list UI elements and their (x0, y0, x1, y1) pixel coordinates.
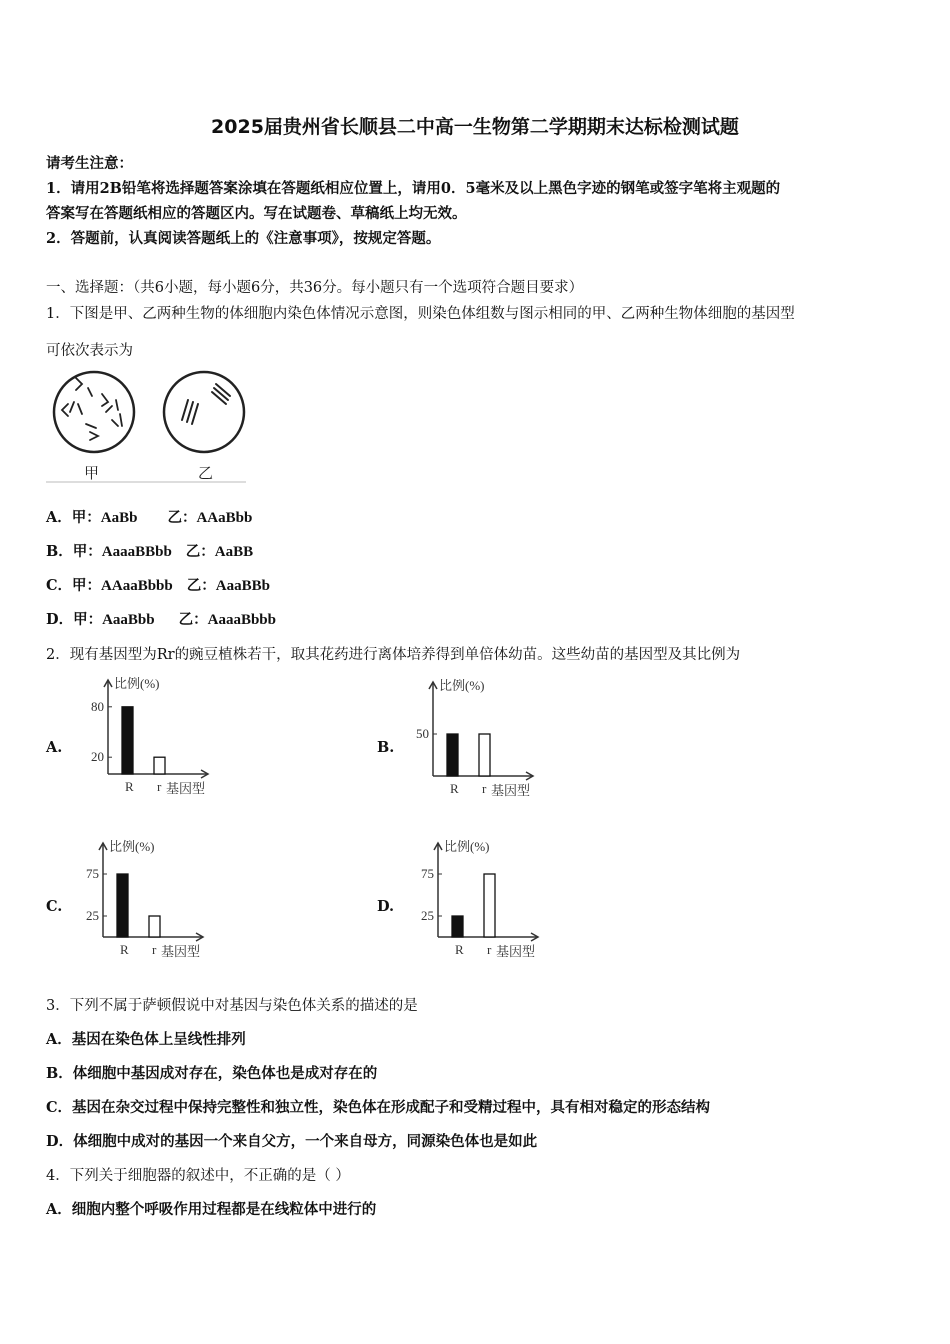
q3-option-d: D．体细胞中成对的基因一个来自父方，一个来自母方，同源染色体也是如此 (46, 1133, 538, 1150)
bar-r (149, 916, 160, 937)
q1-option-b: B．甲：AaaaBBbb 乙：AaBB (46, 543, 254, 560)
q1-stem-line-1: 1．下图是甲、乙两种生物的体细胞内染色体情况示意图，则染色体组数与图示相同的甲、乙两种生物体细胞的基因型 (46, 306, 795, 322)
y-tick-label: 80 (91, 698, 104, 714)
cell-yi (164, 372, 244, 482)
y-axis-label: 比例(%) (109, 839, 155, 854)
cell-jia (54, 372, 134, 482)
y-tick-label: 25 (421, 908, 434, 923)
chromosome-figure (46, 366, 256, 486)
y-axis-label: 比例(%) (439, 678, 485, 693)
q4-stem: 4．下列关于细胞器的叙述中，不正确的是（ ） (46, 1168, 350, 1184)
genotype-chart-a (80, 670, 240, 805)
q2-stem: 2．现有基因型为Rr的豌豆植株若干，取其花药进行离体培养得到单倍体幼苗。这些幼苗的基因型及其比例为 (46, 647, 741, 663)
q4-option-a: A．细胞内整个呼吸作用过程都是在线粒体中进行的 (46, 1201, 377, 1218)
bar-r (479, 734, 490, 776)
y-tick-label: 75 (421, 866, 434, 881)
notice-line-1: 1．请用2B铅笔将选择题答案涂填在答题纸相应位置上，请用0．5毫米及以上黑色字迹的钢笔或签字笔将主观题的 (46, 180, 781, 197)
q1-option-c: C．甲：AAaaBbbb 乙：AaaBBb (46, 577, 270, 594)
x-axis-label: 基因型 (491, 783, 531, 798)
y-tick-label: 50 (416, 726, 429, 741)
x-category-label: r (157, 779, 162, 794)
x-category-label: r (482, 781, 487, 796)
notice-line-2: 答案写在答题纸相应的答题区内。写在试题卷、草稿纸上均无效。 (46, 205, 467, 222)
bar-R (447, 734, 458, 776)
x-category-label: r (487, 942, 492, 957)
notice-heading: 请考生注意： (46, 155, 133, 172)
q2-chart-b-key: B. (377, 739, 395, 756)
bar-r (484, 874, 495, 937)
q1-option-d: D．甲：AaaBbb 乙：AaaaBbbb (46, 611, 276, 628)
q3-option-b: B．体细胞中基因成对存在，染色体也是成对存在的 (46, 1065, 378, 1082)
y-tick-label: 20 (91, 749, 104, 765)
bar-r (154, 757, 165, 774)
x-category-label: r (152, 942, 157, 957)
q3-option-a: A．基因在染色体上呈线性排列 (46, 1031, 246, 1048)
cell-yi-label: 乙 (198, 466, 214, 482)
q2-chart-c-key: C. (46, 898, 63, 915)
page-title: 2025届贵州省长顺县二中高一生物第二学期期末达标检测试题 (211, 116, 739, 138)
x-category-label: R (450, 781, 459, 796)
notice-line-3: 2．答题前，认真阅读答题纸上的《注意事项》，按规定答题。 (46, 230, 441, 247)
y-tick-label: 75 (86, 866, 99, 881)
x-axis-label: 基因型 (161, 944, 201, 959)
cell-jia-label: 甲 (84, 466, 100, 482)
x-category-label: R (455, 942, 464, 957)
y-axis-label: 比例(%) (444, 839, 490, 854)
q2-chart-a-key: A. (46, 739, 63, 756)
q2-chart-d-key: D. (377, 898, 395, 915)
bar-R (452, 916, 463, 937)
bar-R (117, 874, 128, 937)
bar-R (122, 707, 133, 774)
genotype-chart-d (410, 833, 570, 968)
q1-stem-line-2: 可依次表示为 (46, 343, 133, 359)
y-tick-label: 25 (86, 908, 99, 923)
x-category-label: R (120, 942, 129, 957)
x-axis-label: 基因型 (496, 944, 536, 959)
genotype-chart-b (405, 672, 565, 807)
x-axis-label: 基因型 (166, 781, 206, 796)
section-heading: 一、选择题：（共6小题，每小题6分，共36分。每小题只有一个选项符合题目要求） (46, 280, 584, 296)
q3-stem: 3．下列不属于萨顿假说中对基因与染色体关系的描述的是 (46, 998, 418, 1014)
q3-option-c: C．基因在杂交过程中保持完整性和独立性，染色体在形成配子和受精过程中，具有相对稳定的形态结构 (46, 1099, 711, 1116)
genotype-chart-c (75, 833, 235, 968)
x-category-label: R (125, 779, 134, 794)
y-axis-label: 比例(%) (114, 676, 160, 691)
q1-option-a: A．甲：AaBb 乙：AAaBbb (46, 509, 253, 526)
